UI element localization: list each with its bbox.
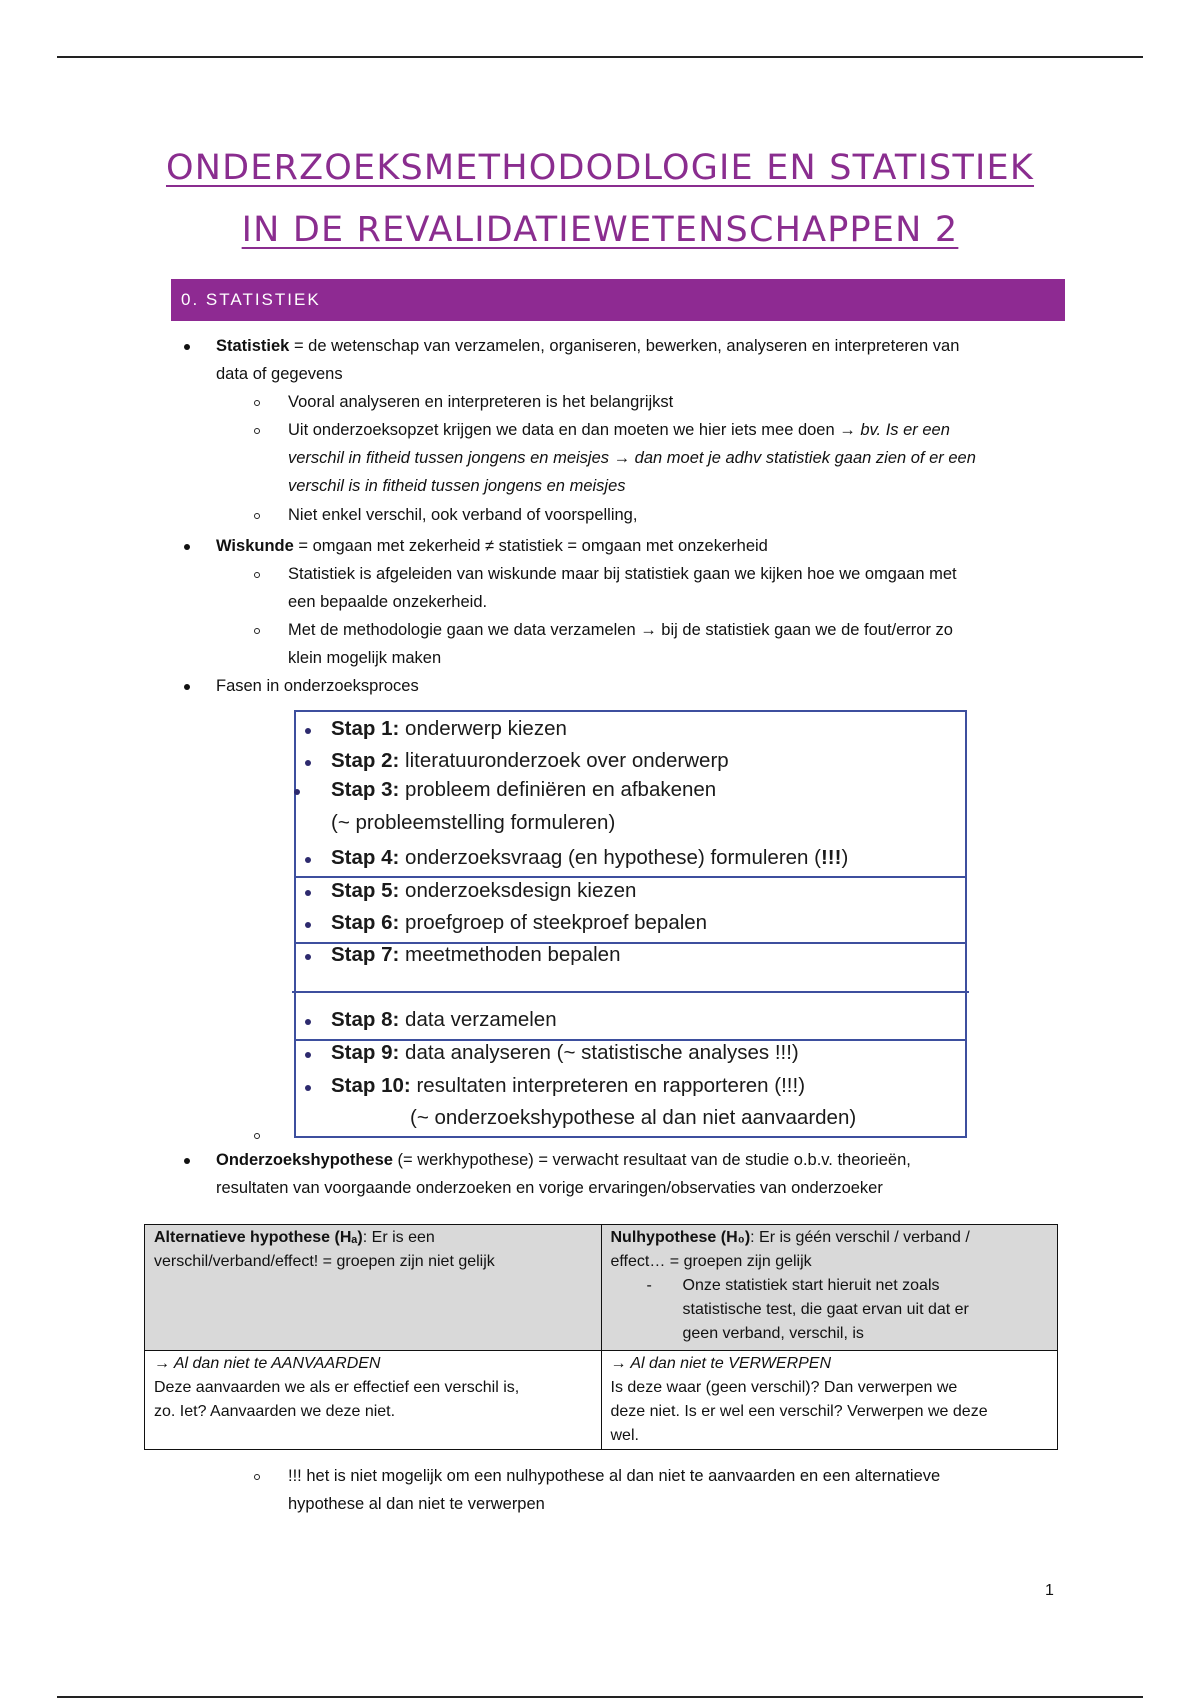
step-bullet-icon xyxy=(305,890,311,896)
wiskunde-sub-1: Statistiek is afgeleiden van wiskunde maar bij statistiek gaan we kijken hoe we omgaan met xyxy=(288,565,957,583)
step-bullet-icon xyxy=(305,922,311,928)
step-9: Stap 9: data analyseren (~ statistische analyses !!!) xyxy=(331,1041,799,1064)
bullet-icon xyxy=(184,1158,190,1164)
null-hypothesis-action-cell xyxy=(601,1351,1058,1450)
step-bullet-icon xyxy=(305,857,311,863)
section-heading-statistiek: 0. STATISTIEK xyxy=(171,279,1065,321)
statistiek-sub-3: Niet enkel verschil, ook verband of voorspelling, xyxy=(288,506,638,524)
statistiek-sub-2-cont-2: verschil is in fitheid tussen jongens en meisjes xyxy=(288,477,626,495)
alt-action-text-1: Deze aanvaarden we als er effectief een verschil is, xyxy=(154,1379,520,1396)
null-head-line-2: effect… = groepen zijn gelijk xyxy=(610,1253,812,1270)
statistiek-sub-2-cont: verschil in fitheid tussen jongens en meisjes → dan moet je adhv statistiek gaan zien of er een xyxy=(288,449,976,467)
bullet-icon xyxy=(184,684,190,690)
step-8: Stap 8: data verzamelen xyxy=(331,1008,557,1031)
null-action-text-3: wel. xyxy=(610,1427,639,1444)
note-line-1: !!! het is niet mogelijk om een nulhypothese al dan niet te aanvaarden en een alternatieve xyxy=(288,1467,941,1485)
wiskunde-sub-2-cont: klein mogelijk maken xyxy=(288,649,442,667)
hypothesis-table xyxy=(144,1224,1058,1450)
wiskunde-sub-1-cont: een bepaalde onzekerheid. xyxy=(288,593,488,611)
sub-bullet-icon xyxy=(254,1133,260,1139)
step-5: Stap 5: onderzoeksdesign kiezen xyxy=(331,879,637,902)
alternative-hypothesis-cell xyxy=(145,1225,602,1351)
null-action-title: → Al dan niet te VERWERPEN xyxy=(610,1355,832,1372)
sub-bullet-icon xyxy=(254,400,260,406)
fasen-label: Fasen in onderzoeksproces xyxy=(216,677,419,695)
wiskunde-definition: Wiskunde = omgaan met zekerheid ≠ statistiek = omgaan met onzekerheid xyxy=(216,537,768,555)
step-bullet-icon xyxy=(305,954,311,960)
null-head-line: Nulhypothese (H₀): Er is géén verschil / verband / xyxy=(610,1229,970,1246)
sub-bullet-icon xyxy=(254,1474,260,1480)
step-10-note: (~ onderzoekshypothese al dan niet aanvaarden) xyxy=(410,1106,857,1129)
bullet-icon xyxy=(184,544,190,550)
step-bullet-icon xyxy=(305,728,311,734)
null-dash-item-cont: statistische test, die gaat ervan uit dat er xyxy=(682,1301,969,1318)
step-1: Stap 1: onderwerp kiezen xyxy=(331,717,567,740)
alt-action-text-2: zo. Iet? Aanvaarden we deze niet. xyxy=(154,1403,396,1420)
steps-divider xyxy=(292,991,969,993)
step-bullet-icon xyxy=(305,1052,311,1058)
null-dash-item: - Onze statistiek start hieruit net zoals xyxy=(611,1274,1049,1298)
step-3: Stap 3: probleem definiëren en afbakenen xyxy=(331,778,717,801)
wiskunde-sub-2: Met de methodologie gaan we data verzamelen → bij de statistiek gaan we de fout/error zo xyxy=(288,621,953,639)
steps-divider xyxy=(296,876,965,878)
step-10: Stap 10: resultaten interpreteren en rapporteren (!!!) xyxy=(331,1074,806,1097)
step-bullet-icon xyxy=(305,1085,311,1091)
alt-head-line-2: verschil/verband/effect! = groepen zijn niet gelijk xyxy=(154,1253,495,1270)
step-2: Stap 2: literatuuronderzoek over onderwerp xyxy=(331,749,729,772)
document-title-line-2: IN DE REVALIDATIEWETENSCHAPPEN 2 xyxy=(241,210,959,250)
header-rule xyxy=(57,56,1143,58)
alt-head-line: Alternatieve hypothese (Hₐ): Er is een xyxy=(154,1229,435,1246)
footer-rule xyxy=(57,1696,1143,1698)
alt-action-title: → Al dan niet te AANVAARDEN xyxy=(154,1355,381,1372)
sub-bullet-icon xyxy=(254,628,260,634)
step-3-note: (~ probleemstelling formuleren) xyxy=(331,811,616,834)
document-title-line-1: ONDERZOEKSMETHODODLOGIE EN STATISTIEK xyxy=(165,148,1035,188)
sub-bullet-icon xyxy=(254,513,260,519)
note-line-2: hypothese al dan niet te verwerpen xyxy=(288,1495,545,1513)
alternative-hypothesis-action-cell xyxy=(145,1351,602,1450)
null-action-text-2: deze niet. Is er wel een verschil? Verwerpen we deze xyxy=(610,1403,988,1420)
sub-bullet-icon xyxy=(254,572,260,578)
sub-bullet-icon xyxy=(254,428,260,434)
statistiek-definition-cont: data of gegevens xyxy=(216,365,343,383)
bullet-icon xyxy=(184,344,190,350)
statistiek-sub-1: Vooral analyseren en interpreteren is het belangrijkst xyxy=(288,393,674,411)
step-7: Stap 7: meetmethoden bepalen xyxy=(331,943,621,966)
step-bullet-icon xyxy=(305,1019,311,1025)
null-hypothesis-cell xyxy=(601,1225,1058,1351)
hypothese-definition-cont: resultaten van voorgaande onderzoeken en vorige ervaringen/observaties van onderzoeker xyxy=(216,1179,883,1197)
null-action-text-1: Is deze waar (geen verschil)? Dan verwerpen we xyxy=(610,1379,958,1396)
statistiek-definition: Statistiek = de wetenschap van verzamelen, organiseren, bewerken, analyseren en interpreteren van xyxy=(216,337,960,355)
hypothese-definition: Onderzoekshypothese (= werkhypothese) = verwacht resultaat van de studie o.b.v. theorieën, xyxy=(216,1151,911,1169)
step-bullet-icon xyxy=(305,760,311,766)
step-6: Stap 6: proefgroep of steekproef bepalen xyxy=(331,911,708,934)
step-4: Stap 4: onderzoeksvraag (en hypothese) formuleren (!!!) xyxy=(331,846,849,869)
dash-icon: - xyxy=(646,1277,652,1294)
statistiek-sub-2: Uit onderzoeksopzet krijgen we data en dan moeten we hier iets mee doen → bv. Is er een xyxy=(288,421,950,439)
null-dash-item-cont-2: geen verband, verschil, is xyxy=(682,1325,864,1342)
page-number: 1 xyxy=(1045,1582,1054,1599)
step-bullet-icon xyxy=(294,789,300,795)
